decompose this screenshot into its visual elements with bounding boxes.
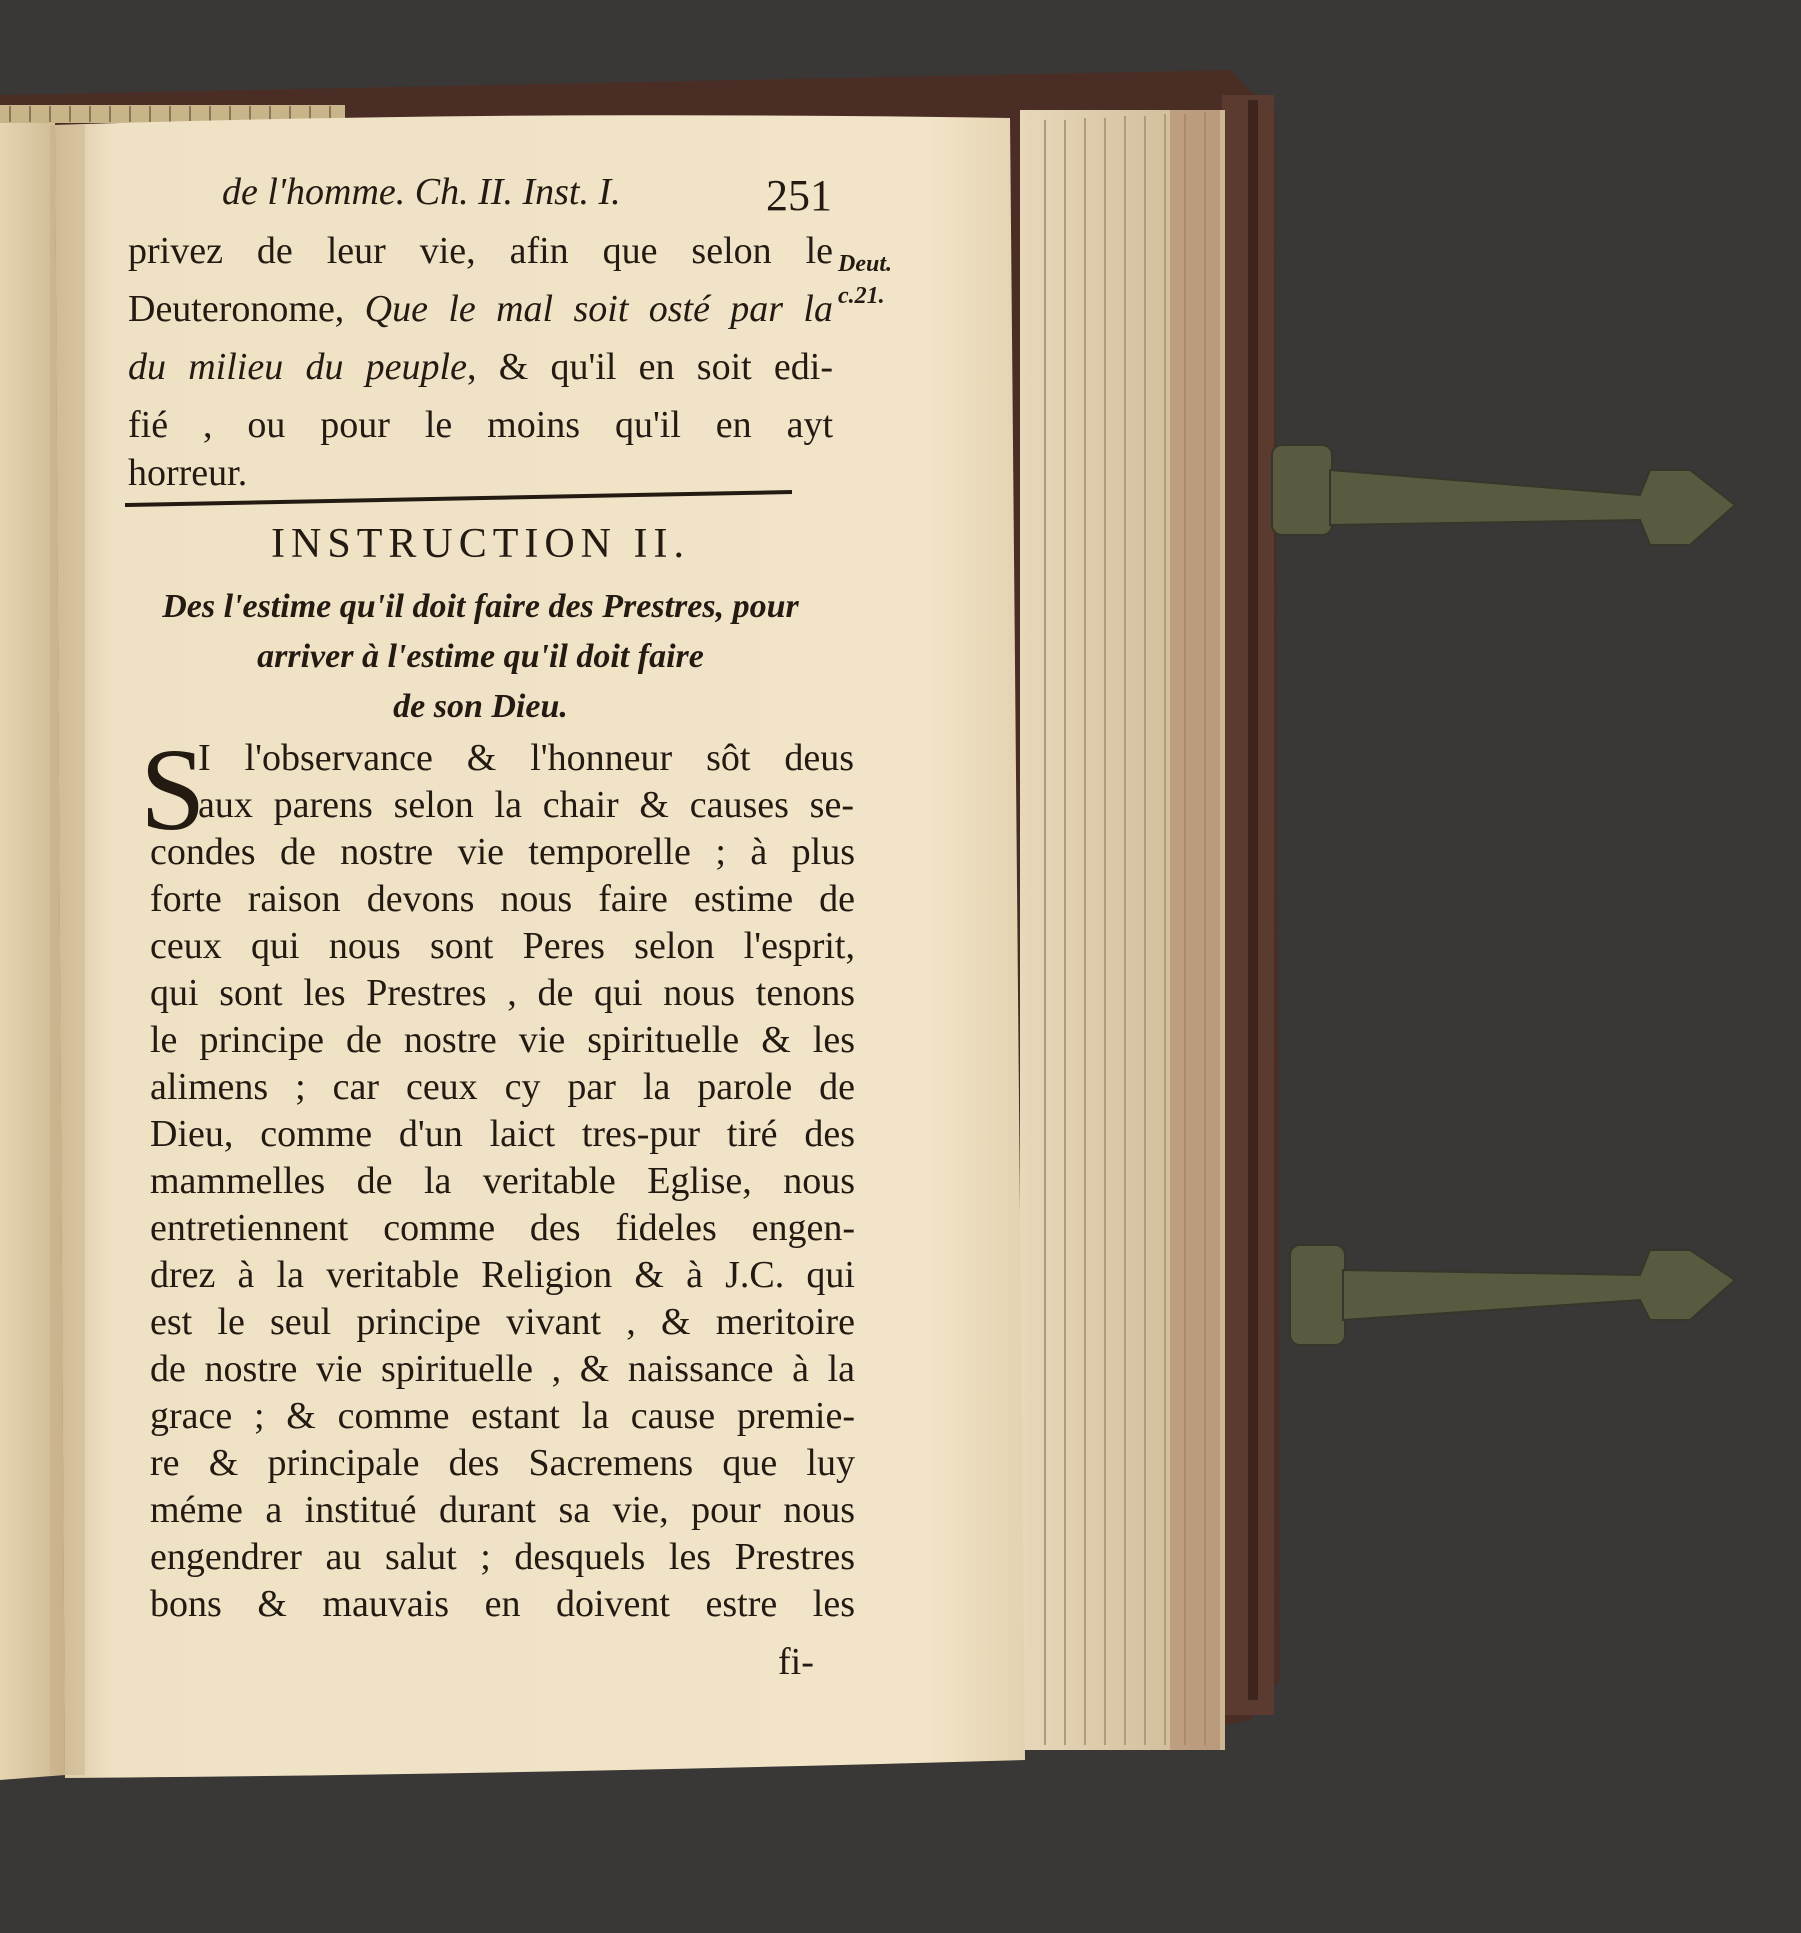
italic-quote: du milieu du peuple <box>128 346 467 388</box>
subtitle-line: de son Dieu. <box>393 688 568 725</box>
body-line: est le seul principe vivant , & meritoire <box>150 1301 855 1343</box>
body-line: bons & mauvais en doivent estre les <box>150 1583 855 1625</box>
body-line: mammelles de la veritable Eglise, nous <box>150 1160 855 1202</box>
body-line: entretiennent comme des fideles engen- <box>150 1207 855 1249</box>
text-line: privez de leur vie, afin que selon le <box>128 230 833 272</box>
section-heading: INSTRUCTION II. <box>271 521 690 567</box>
italic-quote: Que le mal soit osté par la <box>364 288 833 330</box>
body-line: grace ; & comme estant la cause premie- <box>150 1395 855 1437</box>
body-line: condes de nostre vie temporelle ; à plus <box>150 831 855 873</box>
running-head <box>222 170 832 221</box>
text-line: fié , ou pour le moins qu'il en ayt <box>128 404 833 446</box>
body-line: ceux qui nous sont Peres selon l'esprit, <box>150 925 855 967</box>
body-line: engendrer au salut ; desquels les Prestres <box>150 1536 855 1578</box>
body-line: I l'observance & l'honneur sôt deus <box>198 737 854 779</box>
body-line: drez à la veritable Religion & à J.C. qui <box>150 1254 855 1296</box>
body-line: le principe de nostre vie spirituelle & les <box>150 1019 855 1061</box>
subtitle-line: arriver à l'estime qu'il doit faire <box>257 638 704 675</box>
margin-note-line: Deut. <box>838 251 892 277</box>
text-line: du milieu du peuple, & qu'il en soit edi- <box>128 346 833 388</box>
body-line: de nostre vie spirituelle , & naissance à la <box>150 1348 855 1390</box>
text-line: horreur. <box>128 452 248 494</box>
body-line: re & principale des Sacremens que luy <box>150 1442 855 1484</box>
body-line: aux parens selon la chair & causes se- <box>198 784 854 826</box>
catchword: fi- <box>778 1641 814 1683</box>
margin-note <box>838 248 892 312</box>
body-line: qui sont les Prestres , de qui nous tenons <box>150 972 855 1014</box>
running-head-title: de l'homme. Ch. II. Inst. I. <box>222 171 621 213</box>
body-line: méme a institué durant sa vie, pour nous <box>150 1489 855 1531</box>
subtitle-line: Des l'estime qu'il doit faire des Prestres, pour <box>162 588 799 625</box>
body-line: forte raison devons nous faire estime de <box>150 878 855 920</box>
page-number: 251 <box>766 171 832 220</box>
body-line: alimens ; car ceux cy par la parole de <box>150 1066 855 1108</box>
margin-note-line: c.21. <box>838 283 885 309</box>
text-line: Deuteronome, Que le mal soit osté par la <box>128 288 833 330</box>
body-line: Dieu, comme d'un laict tres-pur tiré des <box>150 1113 855 1155</box>
drop-cap: S <box>140 724 206 855</box>
